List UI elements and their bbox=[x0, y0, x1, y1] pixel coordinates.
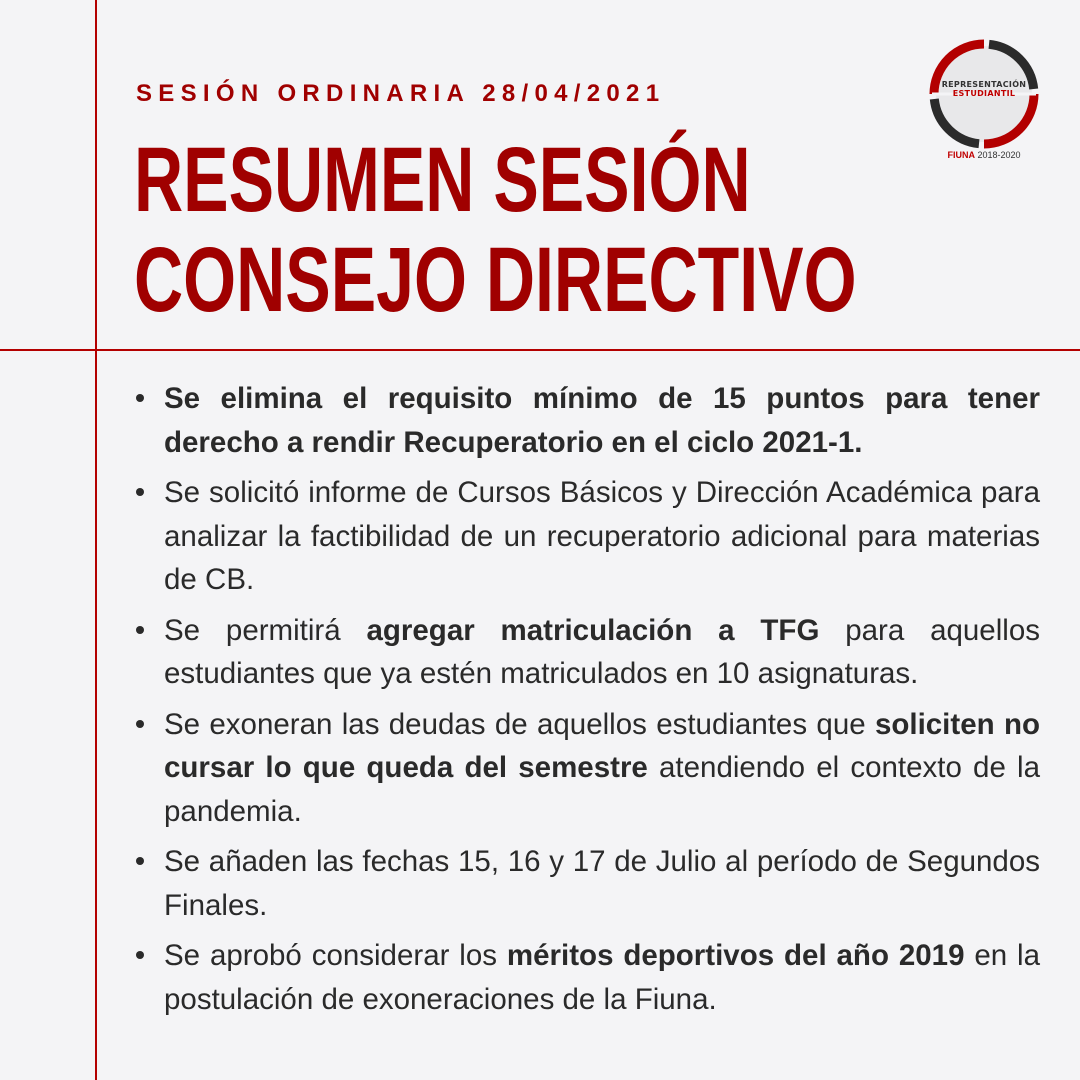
item-text: para aquellos estudiantes que ya estén matriculados en 10 asignaturas. bbox=[164, 613, 1040, 690]
page-title bbox=[134, 130, 857, 330]
list-item bbox=[164, 471, 1040, 602]
resolutions-list bbox=[164, 377, 1040, 1028]
logo-caption bbox=[926, 150, 1042, 160]
representacion-estudiantil-logo bbox=[926, 36, 1042, 164]
bold-text: agregar matriculación a TFG bbox=[366, 613, 820, 647]
bold-text: Se elimina el requisito mínimo de 15 puntos para tener derecho a rendir Recuperatorio en el ciclo 2021-1. bbox=[164, 382, 1040, 459]
item-text: atendiendo el contexto de la pandemia. bbox=[164, 751, 1041, 828]
logo-years: 2018-2020 bbox=[977, 150, 1021, 160]
item-text: Se solicitó informe de Cursos Básicos y Dirección Académica para analizar la factibilidad de un recuperatorio adicional para materias de CB. bbox=[164, 476, 1040, 596]
logo-line-2: ESTUDIANTIL bbox=[952, 89, 1016, 98]
item-text: en la postulación de exoneraciones de la Fiuna. bbox=[164, 939, 1041, 1016]
bold-text: soliciten no cursar lo que queda del semestre bbox=[164, 707, 1040, 784]
list-item bbox=[164, 703, 1040, 834]
logo-org: FIUNA bbox=[947, 150, 975, 160]
bold-text: méritos deportivos del año 2019 bbox=[506, 939, 965, 972]
list-item bbox=[164, 377, 1040, 464]
horizontal-divider bbox=[0, 349, 1080, 351]
list-item bbox=[164, 840, 1040, 927]
title-line-2: CONSEJO DIRECTIVO bbox=[134, 229, 857, 331]
vertical-divider bbox=[95, 0, 97, 1080]
list-item bbox=[164, 609, 1040, 696]
item-text: Se permitirá bbox=[164, 613, 367, 647]
logo-text bbox=[926, 80, 1042, 98]
item-text: Se añaden las fechas 15, 16 y 17 de Julio al período de Segundos Finales. bbox=[164, 845, 1040, 922]
session-label: SESIÓN ORDINARIA 28/04/2021 bbox=[136, 80, 666, 107]
logo-line-1: REPRESENTACIÓN bbox=[941, 80, 1027, 89]
item-text: Se exoneran las deudas de aquellos estudiantes que bbox=[164, 707, 875, 741]
item-text: Se aprobó considerar los bbox=[164, 939, 507, 972]
title-line-1: RESUMEN SESIÓN bbox=[134, 129, 751, 231]
list-item bbox=[164, 934, 1040, 1021]
